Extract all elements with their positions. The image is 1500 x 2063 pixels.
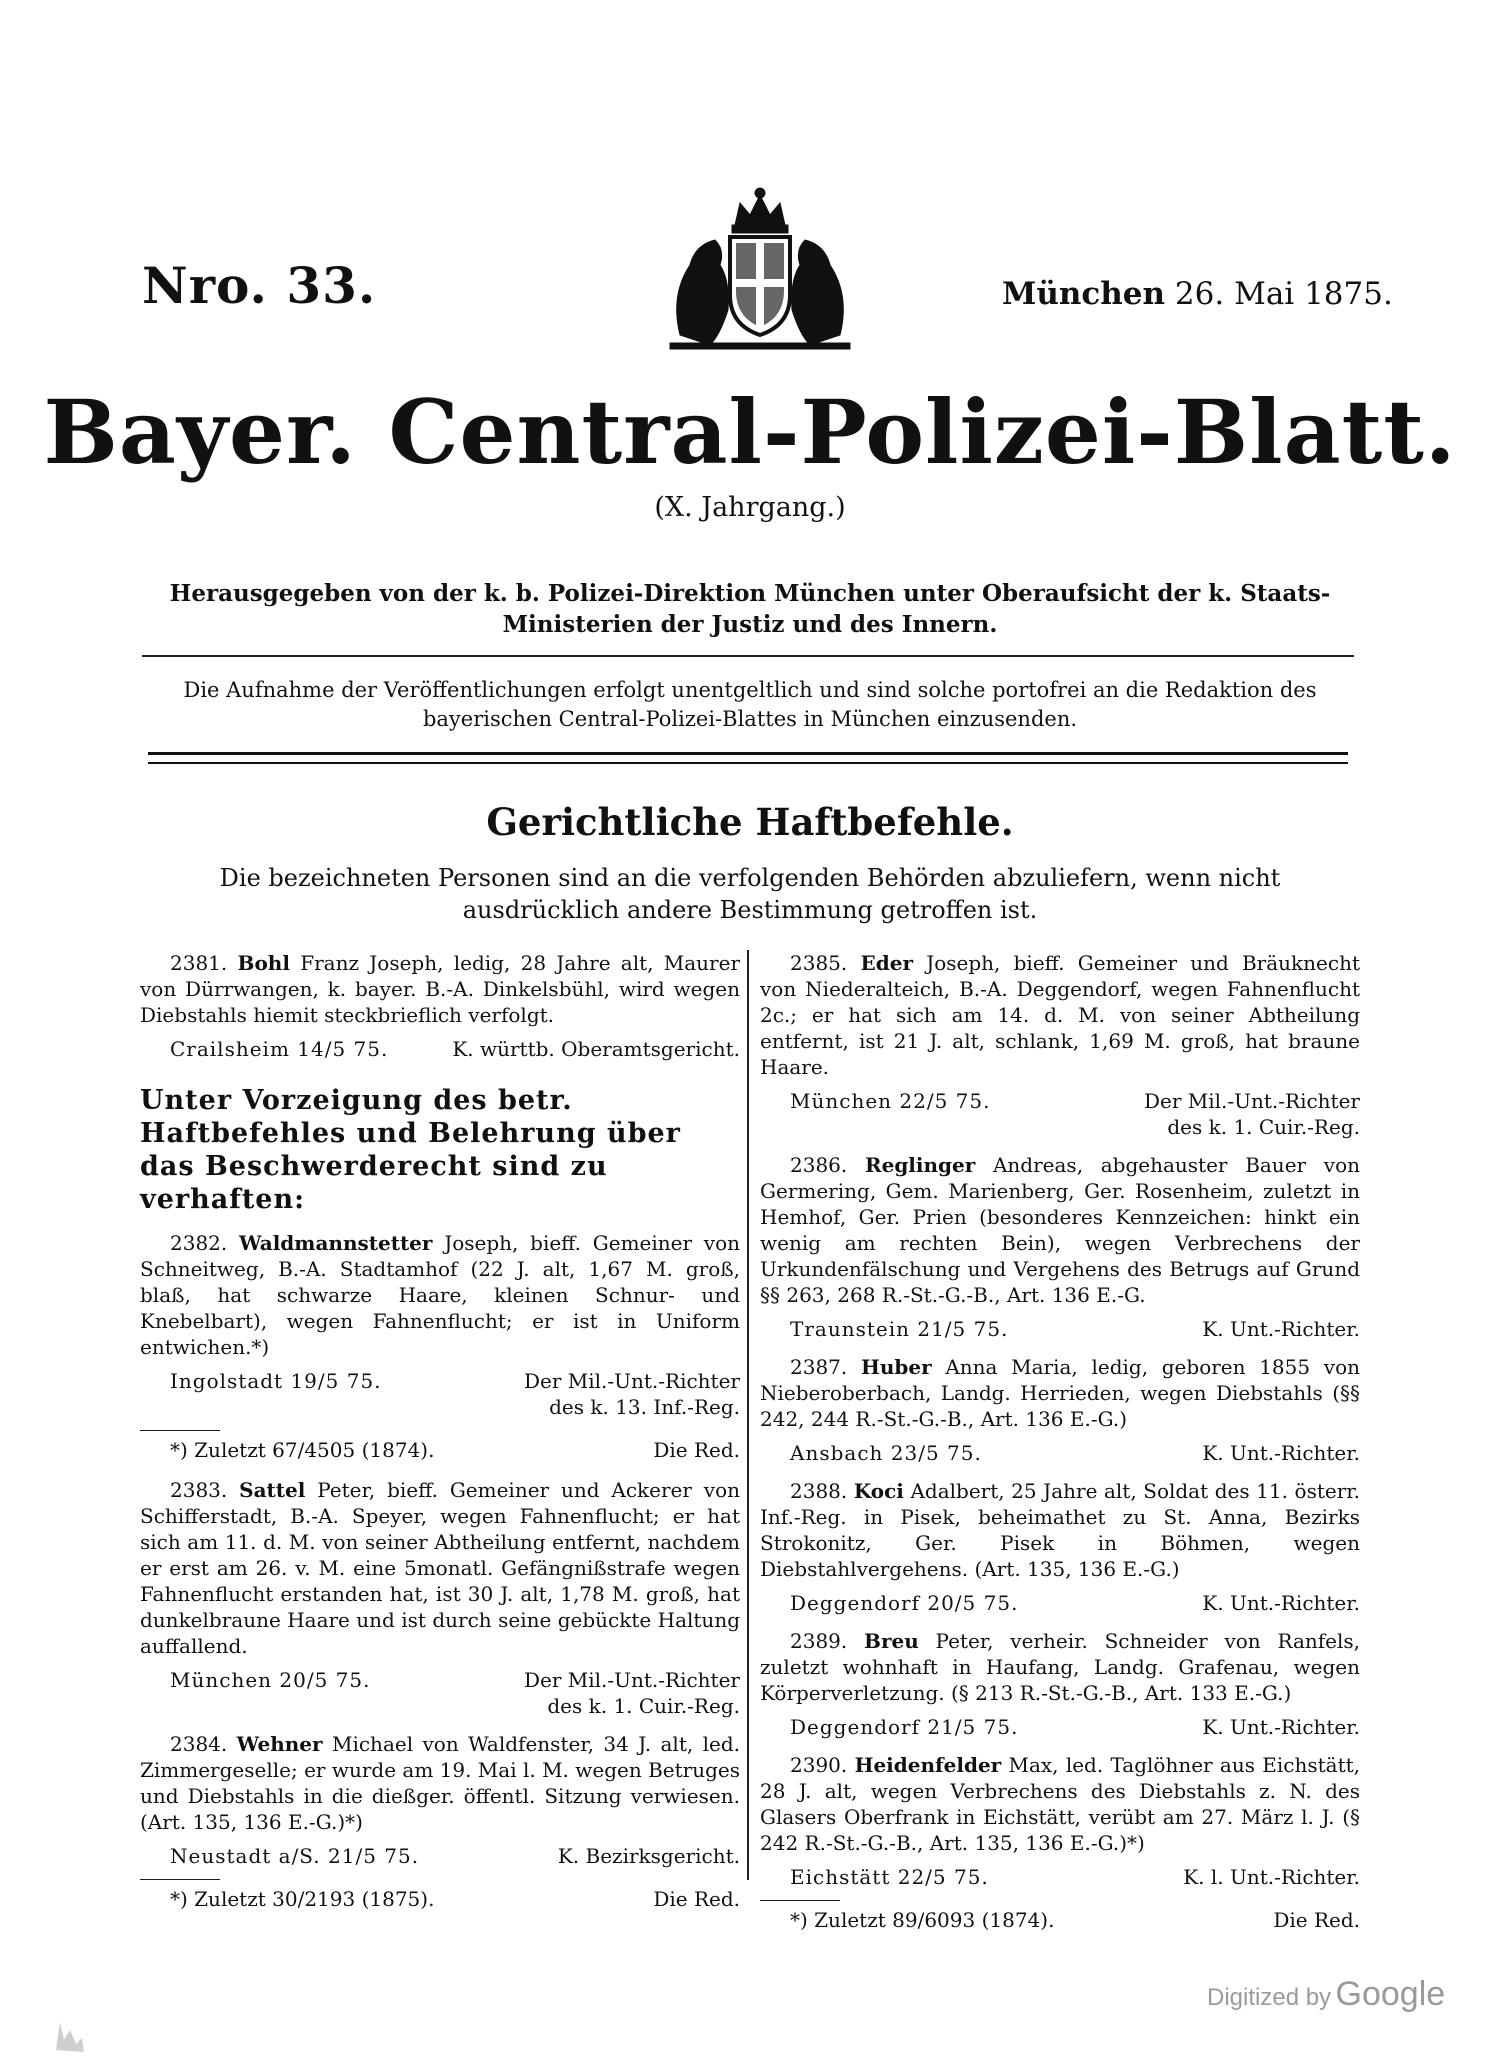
entry-text: Peter, verheir. Schneider von Ranfels, zuletzt wohnhaft in Haufang, Landg. Grafenau, wegen Körperverletzung. (§ 213 R.-St.-G.-B., Art. 133 E.-G.) [760,1629,1361,1705]
footnote-sign: Die Red. [1273,1908,1360,1932]
publisher-line: Herausgegeben von der k. b. Polizei-Direktion München unter Oberaufsicht der k. Staats-Ministerien der Justiz und des Innern. [169,580,1331,638]
entry-name: Heidenfelder [854,1753,1002,1777]
entry-signature [140,1368,740,1420]
entry-signature [760,1316,1360,1342]
entry-authority: K. Unt.-Richter. [1202,1715,1360,1739]
authority-line: Der Mil.-Unt.-Richter [1143,1089,1360,1113]
warrant-entry [140,950,740,1028]
entry-name: Waldmannstetter [239,1231,433,1255]
authority-line: des k. 1. Cuir.-Reg. [1167,1115,1360,1139]
entry-text: Franz Joseph, ledig, 28 Jahre alt, Maurer von Dürrwangen, k. bayer. B.-A. Dinkelsbühl, wird wegen Diebstahls hiemit steckbrieflich verfolgt. [140,951,741,1027]
footnote [170,1437,740,1463]
footnote-text: *) Zuletzt 67/4505 (1874). [170,1438,435,1462]
entry-signature [140,1667,740,1719]
warrant-entry [140,1731,740,1835]
entry-number: 2384. [170,1732,228,1756]
issue-number: Nro. 33. [142,256,377,315]
scan-artifact-icon [50,2010,90,2055]
authority-line: des k. 13. Inf.-Reg. [549,1395,740,1419]
volume-label: (X. Jahrgang.) [654,492,846,523]
entry-signature [760,1590,1360,1616]
divider [142,655,1354,657]
entry-number: 2390. [790,1753,848,1777]
warrant-entry [760,1628,1360,1706]
entry-authority: K. l. Unt.-Richter. [1183,1865,1360,1889]
warrant-entry [760,950,1360,1080]
entry-authority: K. Unt.-Richter. [1202,1591,1360,1615]
submission-notice: Die Aufnahme der Veröffentlichungen erfolgt unentgeltlich und sind solche portofrei an die Redaktion des bayerischen Central-Polizei-Blattes in München einzusenden. [183,678,1317,731]
warrant-entry [760,1354,1360,1432]
footnote-sign: Die Red. [653,1438,740,1462]
entry-text: Michael von Waldfenster, 34 J. alt, led. Zimmergeselle; er wurde am 19. Mai l. M. wegen Betruges und Diebstahls in die dießger. öffentl. Sitzung verwiesen. (Art. 135, 136 E.-G.)*) [140,1732,741,1834]
entry-number: 2388. [790,1479,848,1503]
entry-number: 2386. [790,1153,848,1177]
left-column [140,950,740,1912]
entry-name: Koci [853,1479,904,1503]
entry-place: München 20/5 75. [170,1668,371,1692]
double-divider [148,752,1348,764]
right-column [760,950,1360,1933]
section-intro: Die bezeichneten Personen sind an die verfolgenden Behörden abzuliefern, wenn nicht ausdrücklich andere Bestimmung getroffen ist. [219,864,1281,924]
footnote [790,1907,1360,1933]
footnote-text: *) Zuletzt 89/6093 (1874). [790,1908,1055,1932]
google-logo: Google [1335,1975,1446,2013]
entry-place: Traunstein 21/5 75. [790,1317,1009,1341]
authority-line: Der Mil.-Unt.-Richter [523,1369,740,1393]
entry-text: Max, led. Taglöhner aus Eichstätt, 28 J. alt, wegen Verbrechens des Diebstahls z. N. des Glasers Oberfrank in Eichstätt, verübt am 27. März l. J. (§ 242 R.-St.-G.-B., Art. 135, 136 E.-G.)*) [760,1753,1361,1855]
digitized-watermark [1207,1975,1445,2014]
entry-number: 2382. [170,1231,228,1255]
section-subheading: Unter Vorzeigung des betr. Haftbefehles und Belehrung über das Beschwerderecht sind zu verhaften: [140,1085,681,1215]
entry-number: 2385. [790,951,848,975]
entry-signature [140,1843,740,1869]
authority-line: Der Mil.-Unt.-Richter [523,1668,740,1692]
entry-name: Wehner [236,1732,323,1756]
entry-number: 2387. [790,1355,848,1379]
dateline [1002,276,1393,312]
entry-name: Reglinger [864,1153,976,1177]
footnote [170,1886,740,1912]
entry-signature [140,1036,740,1062]
entry-place: Crailsheim 14/5 75. [170,1037,389,1061]
entry-signature [760,1440,1360,1466]
entry-place: Neustadt a/S. 21/5 75. [170,1844,420,1868]
entry-number: 2381. [170,951,228,975]
entry-place: Deggendorf 20/5 75. [790,1591,1019,1615]
entry-name: Huber [860,1355,932,1379]
bavarian-coat-of-arms-icon [640,185,880,355]
authority-line: des k. 1. Cuir.-Reg. [547,1694,740,1718]
entry-place: Ansbach 23/5 75. [790,1441,982,1465]
column-divider [747,950,749,1880]
entry-signature [760,1088,1360,1140]
newspaper-title: Bayer. Central-Polizei-Blatt. [43,380,1457,484]
warrant-entry [140,1230,740,1360]
footnote-text: *) Zuletzt 30/2193 (1875). [170,1887,435,1911]
date-text: 26. Mai 1875. [1165,276,1393,312]
entry-authority [524,1368,740,1420]
entry-text: Joseph, bieff. Gemeiner und Bräuknecht von Niederalteich, B.-A. Deggendorf, wegen Fahnenflucht 2c.; er hat sich am 14. d. M. von seiner Abtheilung entfernt, ist 21 J. alt, schlank, 1,69 M. groß, hat braune Haare. [760,951,1361,1079]
entry-place: Eichstätt 22/5 75. [790,1865,989,1889]
entry-place: Ingolstadt 19/5 75. [170,1369,382,1393]
entry-authority [524,1667,740,1719]
footnote-rule [140,1430,220,1431]
entry-number: 2389. [790,1629,848,1653]
entry-authority [1144,1088,1360,1140]
footnote-rule [760,1900,840,1901]
entry-authority: K. Bezirksgericht. [557,1844,740,1868]
entry-name: Sattel [239,1478,306,1502]
entry-authority: K. Unt.-Richter. [1202,1441,1360,1465]
entry-text: Adalbert, 25 Jahre alt, Soldat des 11. österr. Inf.-Reg. in Pisek, beheimathet zu St. Anna, Bezirks Strokonitz, Ger. Pisek in Böhmen, wegen Diebstahlvergehens. (Art. 135, 136 E.-G.) [760,1479,1360,1581]
entry-text: Joseph, bieff. Gemeiner von Schneitweg, B.-A. Stadtamhof (22 J. alt, 1,67 M. groß, blaß, hat schwarze Haare, kleinen Schnur- und Knebelbart), wegen Fahnenflucht; er ist in Uniform entwichen.*) [140,1231,741,1359]
entry-name: Bohl [237,951,290,975]
entry-signature [760,1714,1360,1740]
entry-text: Peter, bieff. Gemeiner und Ackerer von Schifferstadt, B.-A. Speyer, wegen Fahnenflucht; er hat sich am 11. d. M. von seiner Abtheilung entfernt, nachdem er erst am 26. v. M. eine 5monatl. Gefängnißstrafe wegen Fahnenflucht erstanden hat, ist 30 J. alt, 1,78 M. groß, hat dunkelbraune Haare und ist durch seine gebückte Haltung auffallend. [140,1478,741,1658]
warrant-entry [760,1752,1360,1856]
warrant-entry [760,1478,1360,1582]
entry-text: Anna Maria, ledig, geboren 1855 von Nieberoberbach, Landg. Herrieden, wegen Diebstahls (§§ 242, 244 R.-St.-G.-B., Art. 136 E.-G.) [760,1355,1360,1431]
entry-signature [760,1864,1360,1890]
warrant-entry [140,1477,740,1659]
entry-number: 2383. [170,1478,228,1502]
entry-place: Deggendorf 21/5 75. [790,1715,1019,1739]
warrant-entry [760,1152,1360,1308]
entry-place: München 22/5 75. [790,1089,991,1113]
entry-text: Andreas, abgehauster Bauer von Germering, Gem. Marienberg, Ger. Rosenheim, zuletzt in Hemhof, Ger. Prien (besonderes Kennzeichen: hinkt ein wenig am rechten Bein), wegen Verbrechens der Urkundenfälschung und Vergehens des Betrugs auf Grund §§ 263, 268 R.-St.-G.-B., Art. 136 E.-G. [760,1153,1361,1307]
entry-authority: K. Unt.-Richter. [1202,1317,1360,1341]
footnote-rule [140,1879,220,1880]
date-place: München [1002,276,1166,312]
entry-name: Eder [860,951,913,975]
entry-name: Breu [864,1629,919,1653]
footnote-sign: Die Red. [653,1887,740,1911]
section-title: Gerichtliche Haftbefehle. [486,800,1014,844]
entry-authority: K. württb. Oberamtsgericht. [452,1037,740,1061]
watermark-prefix: Digitized by [1207,1984,1332,2011]
